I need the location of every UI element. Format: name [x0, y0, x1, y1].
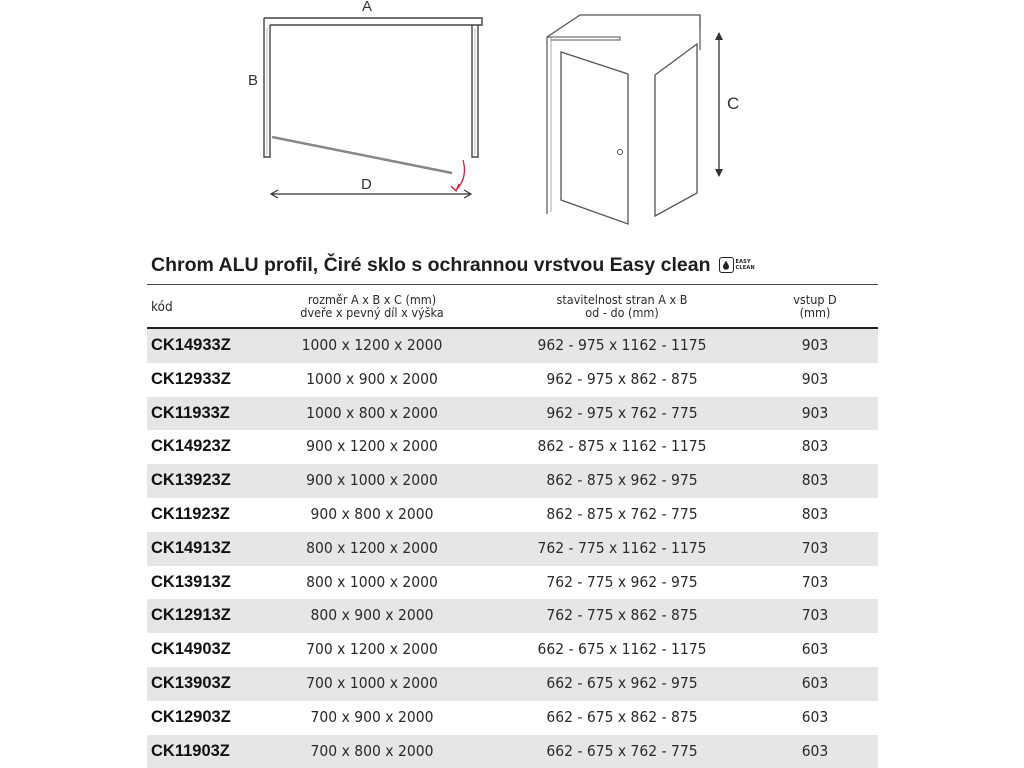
water-drop-icon	[719, 257, 734, 273]
cell-dimensions: 800 x 900 x 2000	[310, 606, 434, 625]
table-header	[147, 285, 878, 329]
door-glass-panel	[561, 52, 628, 224]
cell-adjustability: 662 - 675 x 762 - 775	[546, 741, 698, 760]
cell-adjustability: 662 - 675 x 962 - 975	[546, 673, 698, 692]
cell-entry: 703	[801, 538, 829, 557]
header-dimensions-line2: dveře x pevný díl x výška	[300, 305, 444, 320]
cell-code: CK13913Z	[151, 572, 231, 591]
table-row	[147, 363, 878, 397]
cell-adjustability: 762 - 775 x 1162 - 1175	[537, 538, 707, 557]
cell-dimensions: 700 x 1200 x 2000	[306, 640, 438, 659]
cell-code: CK14913Z	[151, 538, 231, 557]
header-entry-line1: vstup D	[793, 292, 837, 307]
dimension-label-b: B	[248, 72, 259, 89]
cell-entry: 803	[801, 437, 829, 456]
cell-code: CK13903Z	[151, 673, 231, 692]
table-row	[147, 735, 878, 768]
cell-dimensions: 900 x 1000 x 2000	[306, 471, 438, 490]
cell-code: CK12913Z	[151, 606, 231, 625]
cell-dimensions: 1000 x 1200 x 2000	[301, 336, 443, 354]
cell-adjustability: 762 - 775 x 962 - 975	[546, 572, 698, 591]
cell-entry: 703	[801, 606, 829, 625]
cell-entry: 803	[801, 504, 829, 523]
cell-adjustability: 662 - 675 x 862 - 875	[546, 707, 698, 726]
cell-entry: 903	[801, 403, 829, 422]
cell-adjustability: 862 - 875 x 962 - 975	[546, 471, 698, 490]
cell-adjustability: 662 - 675 x 1162 - 1175	[537, 640, 707, 659]
cell-dimensions: 1000 x 900 x 2000	[306, 369, 438, 388]
header-dimensions-line1: rozměr A x B x C (mm)	[307, 292, 437, 307]
cell-adjustability: 962 - 975 x 862 - 875	[546, 369, 698, 388]
table-row	[147, 498, 878, 532]
dimension-label-a: A	[362, 0, 373, 15]
specification-table	[147, 284, 878, 768]
cell-entry: 803	[801, 471, 829, 490]
header-entry-line2: (mm)	[799, 305, 831, 320]
table-row	[147, 566, 878, 600]
section-title: Chrom ALU profil, Čiré sklo s ochrannou vrstvou Easy clean	[151, 253, 711, 276]
cell-entry: 603	[801, 707, 829, 726]
cell-dimensions: 800 x 1000 x 2000	[306, 572, 438, 591]
cell-code: CK11933Z	[151, 403, 230, 422]
cell-entry: 903	[801, 369, 829, 388]
cell-code: CK14903Z	[151, 640, 231, 659]
table-row	[147, 667, 878, 701]
cell-adjustability: 862 - 875 x 762 - 775	[546, 504, 698, 523]
table-row	[147, 397, 878, 431]
table-body	[147, 329, 878, 768]
cell-code: CK12903Z	[151, 707, 231, 726]
cell-entry: 703	[801, 572, 829, 591]
header-entry	[765, 293, 865, 319]
section-title-row	[151, 252, 755, 278]
cell-code: CK11923Z	[151, 504, 230, 523]
top-profile	[264, 18, 482, 25]
fixed-side-panel	[655, 44, 697, 216]
dimension-label-d: D	[361, 176, 372, 193]
cell-dimensions: 1000 x 800 x 2000	[306, 403, 438, 422]
cell-dimensions: 800 x 1200 x 2000	[306, 538, 438, 557]
cell-code: CK12933Z	[151, 369, 231, 388]
cell-code: CK11903Z	[151, 741, 230, 760]
cell-adjustability: 962 - 975 x 762 - 775	[546, 403, 698, 422]
cell-dimensions: 700 x 1000 x 2000	[306, 673, 438, 692]
cell-code: CK13923Z	[151, 471, 231, 490]
table-row	[147, 430, 878, 464]
door-handle-icon	[618, 150, 623, 155]
table-row	[147, 701, 878, 735]
cell-code: CK14923Z	[151, 437, 231, 456]
cell-entry: 603	[801, 640, 829, 659]
dimension-label-c: C	[727, 94, 740, 113]
cell-entry: 603	[801, 741, 829, 760]
cell-adjustability: 962 - 975 x 1162 - 1175	[537, 336, 707, 354]
cell-entry: 603	[801, 673, 829, 692]
cell-dimensions: 900 x 800 x 2000	[310, 504, 434, 523]
cell-adjustability: 762 - 775 x 862 - 875	[546, 606, 698, 625]
wall-outline	[547, 15, 700, 37]
cell-code: CK14933Z	[151, 336, 231, 354]
door-swing-arrow-icon	[456, 160, 464, 190]
cell-entry: 903	[801, 336, 829, 354]
easy-clean-badge	[719, 257, 755, 273]
table-row	[147, 532, 878, 566]
table-row	[147, 633, 878, 667]
cell-dimensions: 900 x 1200 x 2000	[306, 437, 438, 456]
cell-dimensions: 700 x 900 x 2000	[310, 707, 434, 726]
table-row	[147, 464, 878, 498]
isometric-view-diagram	[530, 0, 760, 230]
badge-line-2: CLEAN	[735, 265, 755, 271]
header-adjustability-line1: stavitelnost stran A x B	[556, 292, 688, 307]
header-adjustability-line2: od - do (mm)	[585, 305, 659, 320]
cell-dimensions: 700 x 800 x 2000	[310, 741, 434, 760]
door-panel-line	[272, 137, 452, 173]
header-dimensions	[267, 293, 477, 319]
header-code: kód	[151, 299, 173, 315]
header-adjustability	[527, 293, 717, 319]
plan-view-diagram	[230, 0, 500, 210]
table-row	[147, 599, 878, 633]
cell-adjustability: 862 - 875 x 1162 - 1175	[537, 437, 707, 456]
table-row	[147, 329, 878, 363]
badge-line-1: EASY	[735, 259, 751, 265]
